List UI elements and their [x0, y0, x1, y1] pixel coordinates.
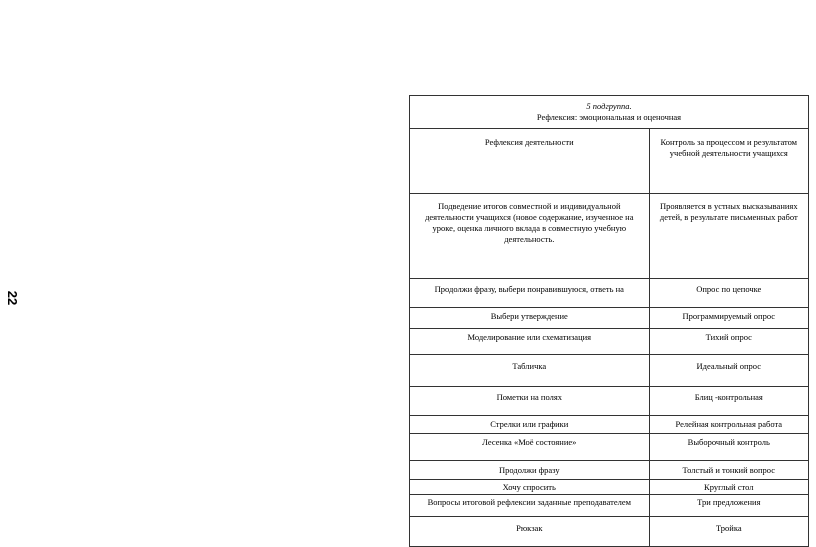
- table-row: [410, 279, 809, 308]
- row-left: Вопросы итоговой рефлексии заданные преподавателем: [410, 495, 650, 517]
- table-row: [410, 329, 809, 355]
- reflection-table: [409, 95, 809, 547]
- row-left: Выбери утверждение: [410, 308, 650, 329]
- table-title-cell: [410, 96, 809, 129]
- description-right: Проявляется в устных высказываниях детей, в результате письменных работ: [649, 194, 808, 279]
- row-left: Табличка: [410, 355, 650, 387]
- table-row: [410, 480, 809, 495]
- table-row: [410, 495, 809, 517]
- row-right: Толстый и тонкий вопрос: [649, 461, 808, 480]
- table-title-row: [410, 96, 809, 129]
- table-row: [410, 308, 809, 329]
- row-left: Пометки на полях: [410, 387, 650, 416]
- row-right: Релейная контрольная работа: [649, 416, 808, 434]
- table-row: [410, 387, 809, 416]
- row-left: Лесенка «Моё состояние»: [410, 434, 650, 461]
- row-right: Круглый стол: [649, 480, 808, 495]
- table-header-row: [410, 129, 809, 194]
- row-right: Тихий опрос: [649, 329, 808, 355]
- description-left: Подведение итогов совместной и индивидуальной деятельности учащихся (новое содержание, изученное на уроке, оценка личного вклада в совместную учебную деятельность.: [410, 194, 650, 279]
- row-right: Опрос по цепочке: [649, 279, 808, 308]
- table-row: [410, 434, 809, 461]
- row-left: Моделирование или схематизация: [410, 329, 650, 355]
- header-left: Рефлексия деятельности: [410, 129, 650, 194]
- table-subtitle: Рефлексия: эмоциональная и оценочная: [536, 112, 682, 122]
- row-left: Рюкзак: [410, 517, 650, 547]
- table-row: [410, 517, 809, 547]
- row-right: Тройка: [649, 517, 808, 547]
- row-left: Продолжи фразу, выбери понравившуюся, ответь на: [410, 279, 650, 308]
- page-number: 22: [5, 290, 20, 306]
- row-left: Продолжи фразу: [410, 461, 650, 480]
- row-right: Выборочный контроль: [649, 434, 808, 461]
- row-left: Хочу спросить: [410, 480, 650, 495]
- row-right: Блиц -контрольная: [649, 387, 808, 416]
- table-row: [410, 461, 809, 480]
- row-right: Программируемый опрос: [649, 308, 808, 329]
- table-description-row: [410, 194, 809, 279]
- header-right: Контроль за процессом и результатом учебной деятельности учащихся: [649, 129, 808, 194]
- row-right: Идеальный опрос: [649, 355, 808, 387]
- table-title: 5 подгруппа.: [586, 101, 632, 111]
- table-row: [410, 355, 809, 387]
- table-row: [410, 416, 809, 434]
- row-right: Три предложения: [649, 495, 808, 517]
- row-left: Стрелки или графики: [410, 416, 650, 434]
